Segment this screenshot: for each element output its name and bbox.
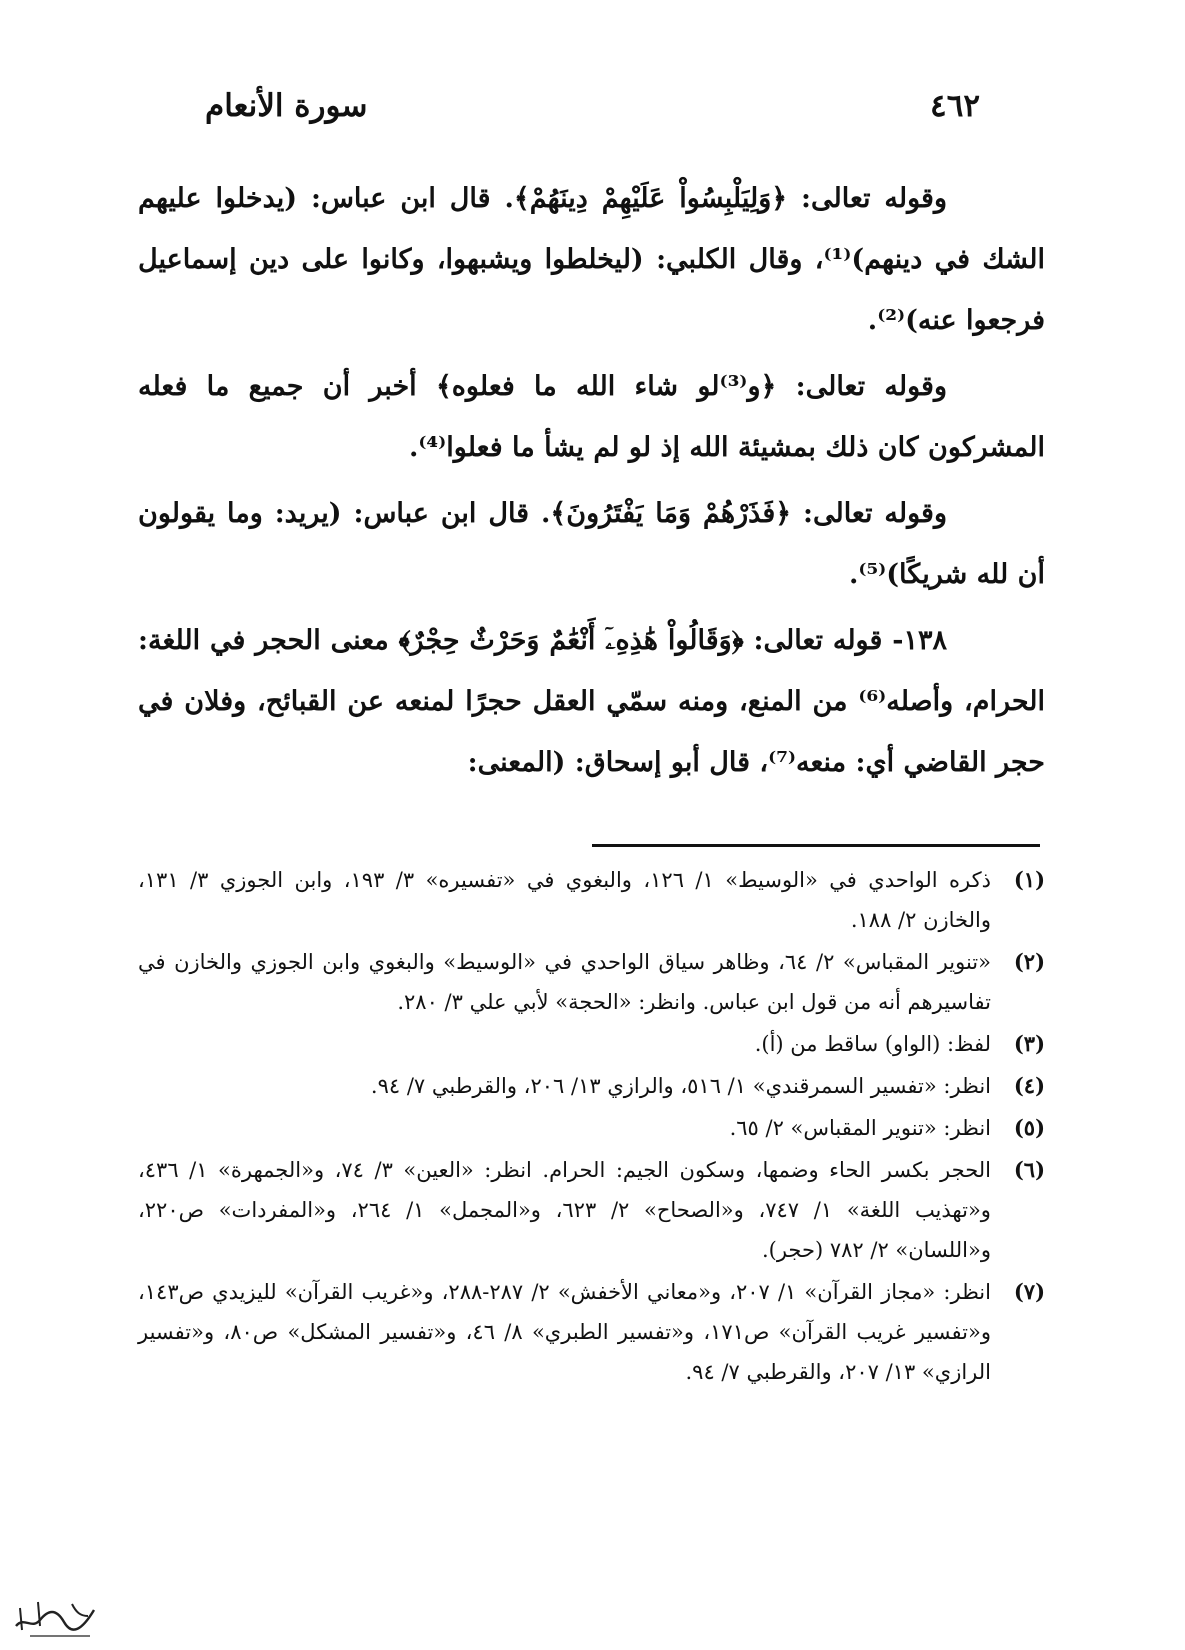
- footnotes: [138, 860, 1045, 1394]
- footnote-text: الحجر بكسر الحاء وضمها، وسكون الجيم: الحرام. انظر: «العين» ٣/ ٧٤، و«الجمهرة» ١/ ٤٣٦، و«تهذيب اللغة» ١/ ٧٤٧، و«الصحاح» ٢/ ٦٢٣، و«المجمل» ١/ ٢٦٤، و«المفردات» ص٢٢٠، و«اللسان» ٢/ ٧٨٢ (حجر).: [138, 1158, 991, 1262]
- paragraph-1-commentary: . قال ابن عباس: (يدخلوا عليهم الشك في دينهم)⁽¹⁾، وقال الكلبي: (ليخلطوا ويشبهوا، وكانوا على دين إسماعيل فرجعوا عنه)⁽²⁾.: [138, 183, 1045, 336]
- footnote-4: [138, 1066, 1045, 1106]
- footnote-2: [138, 942, 1045, 1022]
- paragraph-1: [138, 168, 1045, 351]
- paragraph-1-intro: وقوله تعالى:: [787, 183, 948, 214]
- paragraph-2-intro: وقوله تعالى:: [776, 371, 947, 402]
- footnote-text: ذكره الواحدي في «الوسيط» ١/ ١٢٦، والبغوي في «تفسيره» ٣/ ١٩٣، وابن الجوزي ٣/ ١٣١، والخازن ٢/ ١٨٨.: [138, 868, 991, 932]
- surah-title: سورة الأنعام: [205, 88, 368, 124]
- footnote-text: انظر: «تنوير المقباس» ٢/ ٦٥.: [729, 1116, 991, 1140]
- paragraph-3-commentary: . قال ابن عباس: (يريد: وما يقولون أن لله شريكًا)⁽⁵⁾.: [138, 498, 1045, 590]
- footnote-marker: (٤): [1013, 1073, 1045, 1098]
- footnote-marker: (٧): [1013, 1279, 1045, 1304]
- footnote-3: [138, 1024, 1045, 1064]
- footnote-text: لفظ: (الواو) ساقط من (أ).: [754, 1032, 991, 1056]
- footnote-text: «تنوير المقباس» ٢/ ٦٤، وظاهر سياق الواحدي في «الوسيط» والبغوي وابن الجوزي والخازن في تفاسيرهم أنه من قول ابن عباس. وانظر: «الحجة» لأبي علي ٣/ ٢٨٠.: [138, 950, 991, 1014]
- watermark-logo: [10, 1586, 100, 1640]
- quran-verse-2: ﴿و⁽³⁾لو شاء الله ما فعلوه﴾: [435, 371, 777, 402]
- quran-verse-4: ﴿وَقَالُواْ هَٰذِهِۦٓ أَنْعَٰمٌ وَحَرْثٌ حِجْرٌ﴾: [398, 625, 744, 656]
- footnote-marker: (٣): [1013, 1031, 1045, 1056]
- quran-verse-3: ﴿فَذَرْهُمْ وَمَا يَفْتَرُونَ﴾: [550, 498, 792, 529]
- paragraph-3-intro: وقوله تعالى:: [791, 498, 947, 529]
- watermark-stroke: [20, 1602, 88, 1630]
- footnote-text: انظر: «مجاز القرآن» ١/ ٢٠٧، و«معاني الأخفش» ٢/ ٢٨٧-٢٨٨، و«غريب القرآن» لليزيدي ص١٤٣، و«تفسير غريب القرآن» ص١٧١، و«تفسير الطبري» ٨/ ٤٦، و«تفسير المشكل» ص٨٠، و«تفسير الرازي» ١٣/ ٢٠٧، والقرطبي ٧/ ٩٤.: [138, 1280, 991, 1384]
- footnote-divider: [592, 844, 1040, 847]
- footnote-5: [138, 1108, 1045, 1148]
- watermark-stroke: [16, 1610, 94, 1630]
- paragraph-3: [138, 483, 1045, 605]
- paragraph-2: [138, 356, 1045, 478]
- footnote-marker: (٦): [1013, 1157, 1045, 1182]
- footnote-text: انظر: «تفسير السمرقندي» ١/ ٥١٦، والرازي ١٣/ ٢٠٦، والقرطبي ٧/ ٩٤.: [370, 1074, 991, 1098]
- paragraph-4-commentary: معنى الحجر في اللغة: الحرام، وأصله⁽⁶⁾ من المنع، ومنه سمّي العقل حجرًا لمنعه عن القبائح، وفلان في حجر القاضي أي: منعه⁽⁷⁾، قال أبو إسحاق: (المعنى:: [138, 625, 1046, 778]
- paragraph-4: [138, 610, 1045, 793]
- paragraph-4-intro: ١٣٨- قوله تعالى:: [743, 625, 947, 656]
- page-header: [205, 88, 980, 138]
- quran-verse-1: ﴿وَلِيَلْبِسُواْ عَلَيْهِمْ دِينَهُمْ﴾: [513, 183, 788, 214]
- footnote-6: [138, 1150, 1045, 1270]
- footnote-marker: (١): [1013, 867, 1045, 892]
- paragraph-2-commentary: أخبر أن جميع ما فعله المشركون كان ذلك بمشيئة الله إذ لو لم يشأ ما فعلوا⁽⁴⁾.: [138, 371, 1045, 463]
- footnote-marker: (٥): [1013, 1115, 1045, 1140]
- page-number: ٤٦٢: [930, 88, 980, 124]
- footnote-1: [138, 860, 1045, 940]
- footnote-7: [138, 1272, 1045, 1392]
- main-text: [138, 168, 1045, 798]
- footnote-marker: (٢): [1013, 949, 1045, 974]
